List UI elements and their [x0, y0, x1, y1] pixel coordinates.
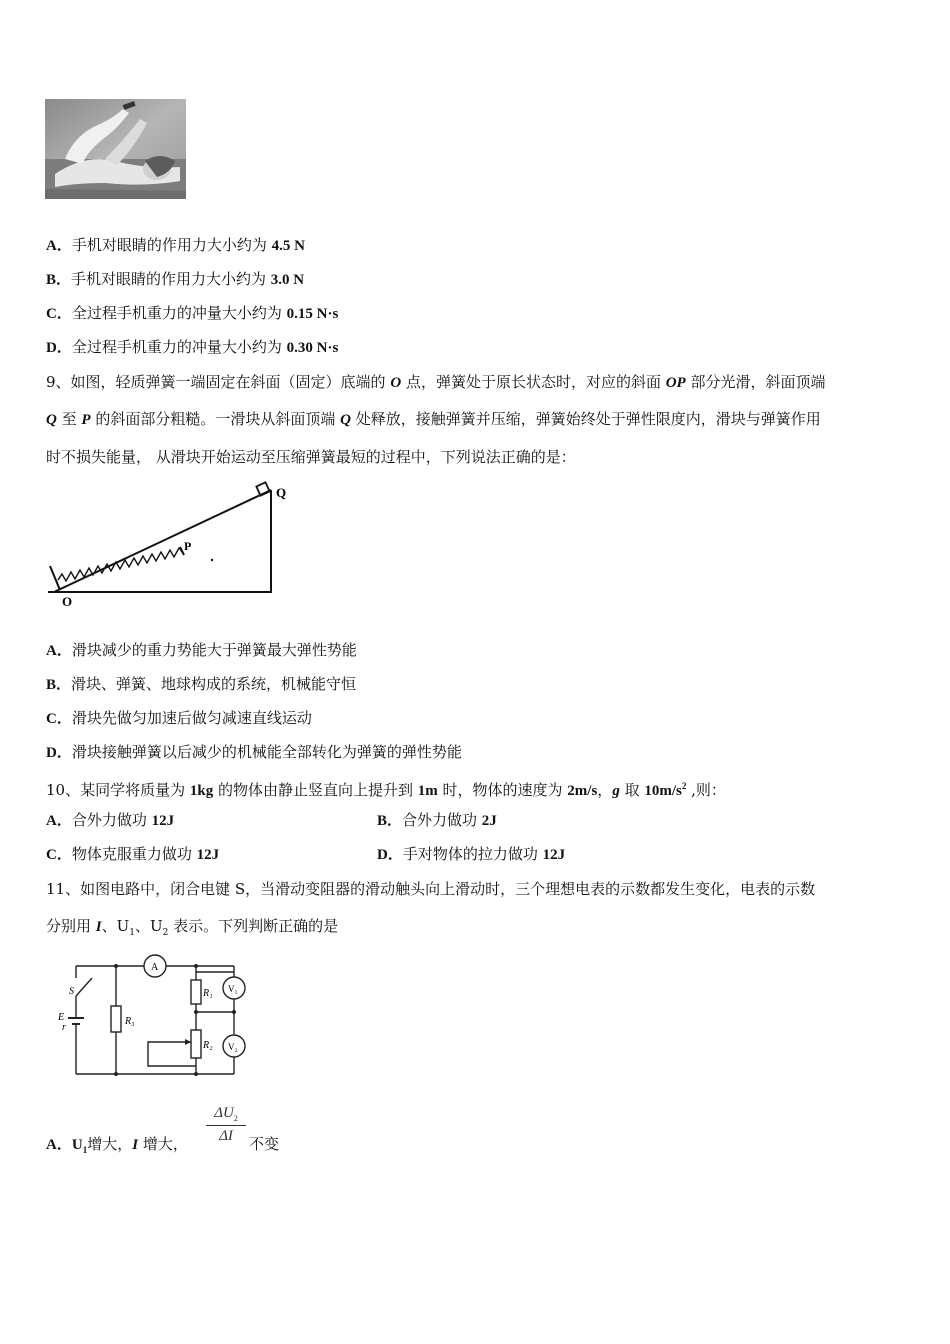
label-q: Q	[276, 485, 287, 500]
q8-option-d: D．全过程手机重力的冲量大小约为 0.30 N·s	[46, 338, 339, 356]
q11-stem-line2: 分别用 I、$U_1$、$U_2$ 表示。下列判断正确的是	[46, 917, 339, 938]
q11-option-a: A．$U_1$增大，I 增大，	[46, 1135, 188, 1155]
q9-stem-line3: 时不损失能量， 从滑块开始运动至压缩弹簧最短的过程中，下列说法正确的是：	[46, 448, 576, 466]
label-r2: R₂	[203, 1040, 213, 1051]
q8-option-c: C．全过程手机重力的冲量大小约为 0.15 N·s	[46, 304, 339, 322]
q8-option-b: B．手机对眼睛的作用力大小约为 3.0 N	[46, 270, 305, 288]
q9-stem-line2: Q 至 P 的斜面部分粗糙。一滑块从斜面顶端 Q 处释放，接触弹簧并压缩，弹簧始终处于弹性限度内，滑块与弹簧作用	[46, 410, 821, 428]
q9-stem-line1: 9、如图，轻质弹簧一端固定在斜面（固定）底端的 O 点，弹簧处于原长状态时，对应的斜面 OP 部分光滑，斜面顶端	[46, 373, 826, 391]
q11-option-a-tail: 不变	[249, 1135, 280, 1153]
delta-fraction: $\frac{\Delta U_2}{\Delta I}$	[206, 1105, 246, 1145]
label-s: S	[69, 986, 74, 997]
label-v2: V₂	[228, 1042, 238, 1052]
q8-option-a: A．手机对眼睛的作用力大小约为 4.5 N	[46, 236, 305, 254]
q9-option-d: D．滑块接触弹簧以后减少的机械能全部转化为弹簧的弹性势能	[46, 743, 462, 761]
q10-option-b: B．合外力做功 2J	[377, 811, 497, 829]
label-a: A	[151, 962, 159, 973]
q11-stem-line1: 11、如图电路中，闭合电键 S，当滑动变阻器的滑动触头向上滑动时，三个理想电表的示数都发生变化，电表的示数	[46, 880, 816, 898]
q10-option-a: A．合外力做功 12J	[46, 811, 175, 829]
label-o: O	[62, 594, 73, 609]
label-p: P	[184, 539, 192, 553]
label-r: r	[62, 1022, 66, 1033]
q10-stem: 10、某同学将质量为 1kg 的物体由静止竖直向上提升到 1m 时，物体的速度为 2m/s，g 取 $10m/s^2$ ,则：	[46, 781, 726, 799]
phone-photo	[45, 99, 186, 199]
q9-option-a: A．滑块减少的重力势能大于弹簧最大弹性势能	[46, 641, 357, 659]
q9-option-c: C．滑块先做匀加速后做匀减速直线运动	[46, 709, 312, 727]
label-v1: V₁	[228, 984, 238, 994]
q10-option-c: C．物体克服重力做功 12J	[46, 845, 220, 863]
label-r3: R₃	[125, 1016, 135, 1027]
incline-spring-figure	[46, 478, 296, 613]
q9-option-b: B．滑块、弹簧、地球构成的系统，机械能守恒	[46, 675, 357, 693]
q10-option-d: D．手对物体的拉力做功 12J	[377, 845, 566, 863]
circuit-diagram	[56, 950, 276, 1080]
label-r1: R₁	[203, 988, 213, 999]
label-e: E	[58, 1012, 65, 1023]
